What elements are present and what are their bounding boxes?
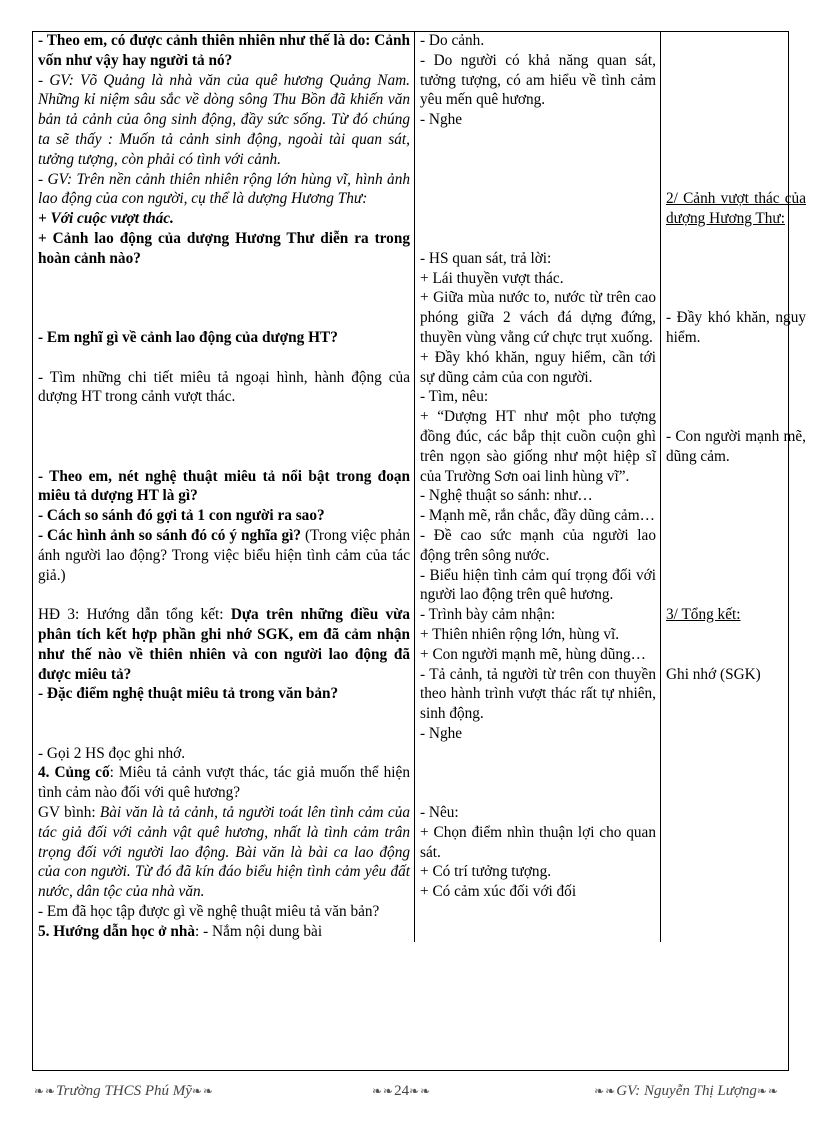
- answer-quote: + “Dượng HT như một pho tượng đồng đúc, các bắp thịt cuồn cuộn ghì trên ngọn sào giống như một hiệp sĩ của Trường Sơn oai linh hùng vĩ”.: [420, 408, 656, 485]
- answer-observe: - Do người có khả năng quan sát, tưởng tượng, có am hiểu về tình cảm yêu mến quê hương.: [420, 51, 656, 109]
- answer-technique: - Tả cảnh, tả người từ trên con thuyền theo hành trình vượt thác rất tự nhiên, sinh động.: [420, 665, 656, 723]
- answer-listen-2: - Nghe: [420, 724, 463, 742]
- ornament-icon: ❧❧: [191, 1084, 215, 1098]
- ornament-icon: ❧❧: [409, 1084, 432, 1098]
- footer-school: ❧❧Trường THCS Phú Mỹ❧❧: [34, 1083, 215, 1099]
- task-find-details: - Tìm những chi tiết miêu tả ngoại hình, hành động của dượng HT trong cảnh vượt thác.: [38, 368, 410, 406]
- answer-people: + Con người mạnh mẽ, hùng dũng…: [420, 645, 646, 663]
- answer-praise: - Đề cao sức mạnh của người lao động trên sông nước.: [420, 526, 656, 564]
- ornament-icon: ❧❧: [372, 1084, 395, 1098]
- student-activity-column: [415, 31, 661, 942]
- answer-scene: - Do cảnh.: [420, 32, 485, 49]
- answer-emotion: + Có cảm xúc đối với đối: [420, 883, 577, 901]
- note-difficulty: - Đầy khó khăn, nguy hiểm.: [666, 309, 806, 346]
- answer-hardship: + Đầy khó khăn, nguy hiểm, cần tới sự dũng cảm của con người.: [420, 348, 656, 386]
- answer-strong: - Mạnh mẽ, rắn chắc, đầy dũng cảm…: [420, 507, 655, 525]
- question-compare: - Cách so sánh đó gợi tả 1 con người ra sao?: [38, 507, 325, 525]
- page-number: ❧❧24❧❧: [372, 1083, 432, 1099]
- answer-present: - Trình bày cảm nhận:: [420, 606, 556, 624]
- question-feature: - Đặc điểm nghệ thuật miêu tả trong văn bản?: [38, 685, 339, 703]
- ornament-icon: ❧❧: [756, 1084, 779, 1098]
- journey-line: + Với cuộc vượt thác.: [38, 210, 174, 228]
- answer-flood: + Giữa mùa nước to, nước từ trên cao phóng giữa 2 vách đá dựng đứng, thuyền vùng vằng cứ chực trụt xuống.: [420, 289, 656, 346]
- question-art: - Theo em, nét nghệ thuật miêu tả nổi bật trong đoạn miêu tả dượng HT là gì?: [38, 467, 410, 505]
- question-meaning: - Các hình ảnh so sánh đó có ý nghĩa gì? (Trong việc phản ánh người lao động? Trong việc biểu hiện tình cảm của tác giả.): [38, 526, 410, 584]
- summary-guide: HĐ 3: Hướng dẫn tổng kết: Dựa trên những điều vừa phân tích kết hợp phần ghi nhớ SGK, em đã cảm nhận như thế nào về thiên nhiên và con người lao động đã được miêu tả?: [38, 606, 410, 683]
- teacher-activity-column: [33, 31, 415, 942]
- ornament-icon: ❧❧: [34, 1084, 57, 1098]
- note-memo: Ghi nhớ (SGK): [666, 665, 761, 683]
- note-strong-person: - Con người mạnh mẽ, dũng cảm.: [666, 427, 806, 465]
- table-row: [33, 31, 810, 942]
- page-footer: [32, 1081, 789, 1109]
- read-memo: - Gọi 2 HS đọc ghi nhớ.: [38, 744, 186, 762]
- answer-feeling: - Biểu hiện tình cảm quí trọng đối với người lao động trên quê hương.: [420, 566, 656, 604]
- consolidation: 4. Củng cố: Miêu tả cảnh vượt thác, tác giả muốn thể hiện tình cảm nào đối với quê hương?: [38, 764, 410, 802]
- answer-find: - Tìm, nêu:: [420, 388, 489, 406]
- question-scene: - Theo em, có được cảnh thiên nhiên như thế là do: Cảnh vốn như vậy hay người tả nó?: [38, 32, 410, 69]
- section-2-title: 2/ Cảnh vượt thác của dượng Hương Thư:: [666, 190, 806, 228]
- question-circumstance: + Cảnh lao động của dượng Hương Thư diễn ra trong hoàn cảnh nào?: [38, 229, 410, 267]
- teacher-comment: GV bình: Bài văn là tả cảnh, tả người toát lên tình cảm của tác giả đối với cảnh vật quê hương, nhất là tình cảm trân trọng đối với người lao động. Bài văn là bài ca lao động của con người. Từ đó đã kín đáo biểu hiện tình cảm yêu đất nước, dân tộc của nhà văn.: [38, 804, 410, 901]
- section-3-title: 3/ Tổng kết:: [666, 606, 741, 624]
- notes-column: [661, 31, 811, 942]
- answer-nature: + Thiên nhiên rộng lớn, hùng vĩ.: [420, 625, 620, 643]
- answer-imagination: + Có trí tưởng tượng.: [420, 863, 552, 881]
- answer-intro: - HS quan sát, trả lời:: [420, 249, 552, 267]
- question-learned: - Em đã học tập được gì về nghệ thuật miêu tả văn bản?: [38, 903, 380, 921]
- teacher-note-context: - GV: Trên nền cảnh thiên nhiên rộng lớn hùng vĩ, hình ảnh lao động của con người, cụ thể là dượng Hương Thư:: [38, 170, 410, 208]
- answer-listen: - Nghe: [420, 111, 463, 129]
- footer-teacher: ❧❧GV: Nguyễn Thị Lượng❧❧: [594, 1083, 779, 1099]
- question-think: - Em nghĩ gì về cảnh lao động của dượng HT?: [38, 328, 338, 346]
- answer-state: - Nêu:: [420, 804, 459, 822]
- answer-boat: + Lái thuyền vượt thác.: [420, 269, 564, 287]
- ornament-icon: ❧❧: [594, 1084, 617, 1098]
- lesson-plan-table: [33, 31, 810, 942]
- homework-guide: 5. Hướng dẫn học ở nhà: - Nắm nội dung bài: [38, 922, 323, 940]
- teacher-note-author: - GV: Võ Quảng là nhà văn của quê hương Quảng Nam. Những kỉ niệm sâu sắc về dòng sông Thu Bồn đã khiến văn bản tả cảnh của ông sinh động, đầy sức sống. Từ đó chúng ta sẽ thấy : Muốn tả cảnh sinh động, ngoài tài quan sát, tưởng tượng, còn phải có tình với cảnh.: [38, 71, 410, 168]
- answer-viewpoint: + Chọn điểm nhìn thuận lợi cho quan sát.: [420, 823, 656, 861]
- answer-compare: - Nghệ thuật so sánh: như…: [420, 487, 593, 505]
